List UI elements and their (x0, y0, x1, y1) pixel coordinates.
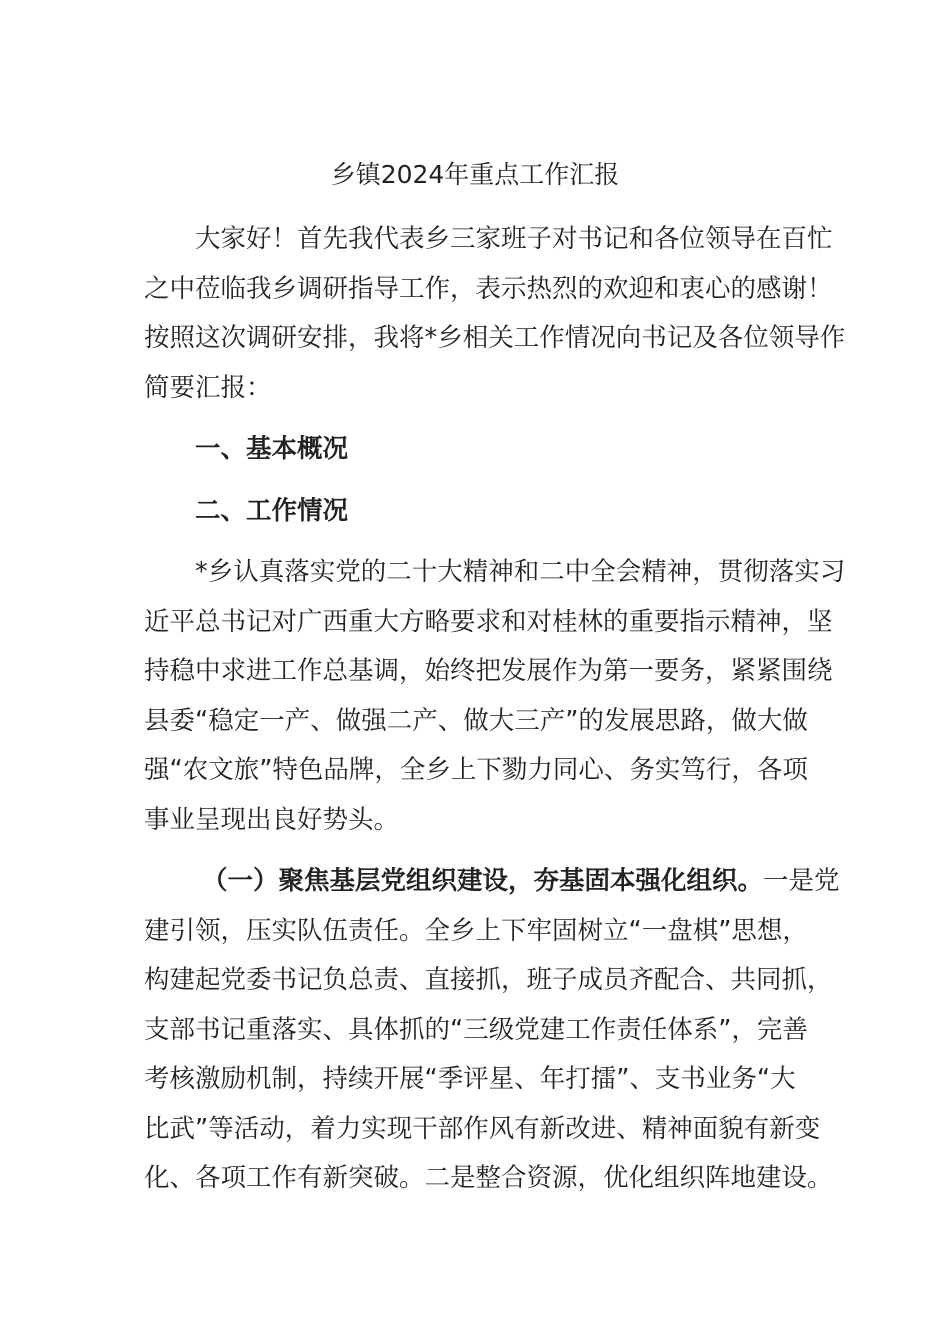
intro-line: 简要汇报： (144, 372, 272, 403)
party-building-first-line (144, 857, 840, 907)
work-status-line: 县委“稳定一产、做强二产、做大三产”的发展思路，做大做 (144, 705, 808, 736)
subsection-heading-party-building: （一）聚焦基层党组织建设，夯基固本强化组织。 (202, 866, 764, 896)
party-building-line: 构建起党委书记负总责、直接抓，班子成员齐配合、共同抓， (144, 965, 833, 995)
party-building-first-rest: 一是党 (763, 866, 840, 896)
work-status-paragraph (144, 548, 846, 845)
section-heading-basic-overview: 一、基本概况 (195, 434, 349, 464)
document-body (144, 215, 846, 1204)
intro-line: 按照这次调研安排，我将*乡相关工作情况向书记及各位领导作 (144, 323, 846, 353)
party-building-line: 化、各项工作有新突破。二是整合资源，优化组织阵地建设。 (144, 1163, 833, 1193)
work-status-line: 强“农文旅”特色品牌，全乡上下勠力同心、务实笃行，各项 (144, 755, 808, 785)
party-building-paragraph (144, 857, 840, 1204)
work-status-line: 近平总书记对广西重大方略要求和对桂林的重要指示精神，坚 (144, 606, 833, 637)
intro-line: 大家好！首先我代表乡三家班子对书记和各位领导在百忙 (195, 224, 833, 254)
party-building-line: 建引领，压实队伍责任。全乡上下牢固树立“一盘棋”思想， (144, 915, 808, 946)
intro-line: 之中莅临我乡调研指导工作，表示热烈的欢迎和衷心的感谢！ (144, 273, 833, 304)
party-building-line: 考核激励机制，持续开展“季评星、年打擂”、支书业务“大 (144, 1064, 796, 1094)
work-status-line: 持稳中求进工作总基调，始终把发展作为第一要务，紧紧围绕 (144, 656, 833, 686)
work-status-line: 事业呈现出良好势头。 (144, 804, 400, 835)
section-heading-work-status: 二、工作情况 (195, 495, 349, 526)
document-title: 乡镇2024年重点工作汇报 (330, 160, 620, 189)
intro-paragraph (144, 215, 846, 413)
work-status-line: *乡认真落实党的二十大精神和二中全会精神，贯彻落实习 (195, 557, 846, 587)
party-building-line: 支部书记重落实、具体抓的“三级党建工作责任体系”，完善 (144, 1014, 808, 1045)
party-building-line: 比武”等活动，着力实现干部作风有新改进、精神面貌有新变 (144, 1113, 821, 1144)
